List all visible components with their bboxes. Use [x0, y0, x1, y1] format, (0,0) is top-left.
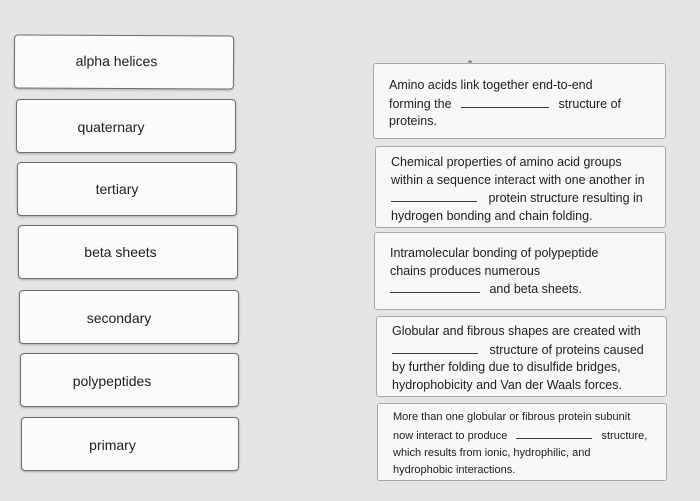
definition-text-line [393, 426, 656, 445]
answer-blank[interactable] [390, 280, 480, 293]
definition-text: hydrogen bonding and chain folding. [391, 208, 593, 223]
definition-text: which results from ionic, hydrophilic, and [393, 447, 591, 459]
definition-tertiary-shapes[interactable] [376, 316, 667, 397]
definition-text-line [392, 341, 656, 360]
answer-blank[interactable] [391, 189, 477, 202]
definition-text: hydrophobic interactions. [393, 464, 516, 476]
term-label: alpha helices [75, 52, 158, 70]
term-label: quaternary [77, 119, 145, 135]
term-label: tertiary [95, 181, 139, 197]
term-quaternary[interactable] [16, 99, 236, 153]
definition-text: Intramolecular bonding of polypeptide [390, 246, 599, 260]
term-primary[interactable] [21, 417, 239, 471]
definition-text: proteins. [389, 114, 437, 128]
term-tertiary[interactable] [17, 162, 237, 216]
definition-text: by further folding due to disulfide bridges, [392, 360, 621, 374]
definition-text: and beta sheets. [489, 282, 582, 296]
definition-text: Globular and fibrous shapes are created with [392, 324, 641, 338]
definition-text: protein structure resulting in [488, 191, 643, 205]
definition-tertiary-structure[interactable] [375, 146, 666, 228]
term-alpha-helices[interactable] [14, 34, 234, 89]
answer-blank[interactable] [392, 341, 478, 354]
definition-text: within a sequence interact with one another in [391, 172, 645, 187]
term-label: secondary [86, 310, 152, 326]
term-label: primary [89, 437, 136, 453]
definition-primary-structure[interactable] [373, 63, 666, 139]
definition-text-line [389, 95, 655, 114]
definition-text: forming the [389, 96, 452, 111]
definition-quaternary-structure[interactable] [377, 403, 667, 481]
term-label: polypeptides [72, 373, 152, 389]
definition-alpha-helices[interactable] [374, 232, 666, 310]
definition-text: now interact to produce [393, 430, 508, 442]
definition-text: structure, [601, 430, 648, 442]
definition-text: Chemical properties of amino acid groups [391, 155, 622, 169]
definition-text: structure of proteins caused [489, 342, 644, 357]
term-label: beta sheets [84, 244, 157, 260]
definition-text: structure of [558, 96, 622, 111]
definition-text-line [391, 189, 655, 208]
definition-text: hydrophobicity and Van der Waals forces. [392, 377, 622, 392]
definition-text-line [390, 280, 655, 299]
answer-blank[interactable] [461, 95, 549, 108]
term-polypeptides[interactable] [20, 353, 239, 407]
answer-blank[interactable] [516, 426, 592, 439]
definition-text: chains produces numerous [390, 263, 541, 278]
definition-text: Amino acids link together end-to-end [389, 78, 593, 92]
term-secondary[interactable] [19, 290, 239, 344]
term-beta-sheets[interactable] [18, 225, 238, 279]
definition-text: More than one globular or fibrous protein subunit [393, 411, 631, 423]
